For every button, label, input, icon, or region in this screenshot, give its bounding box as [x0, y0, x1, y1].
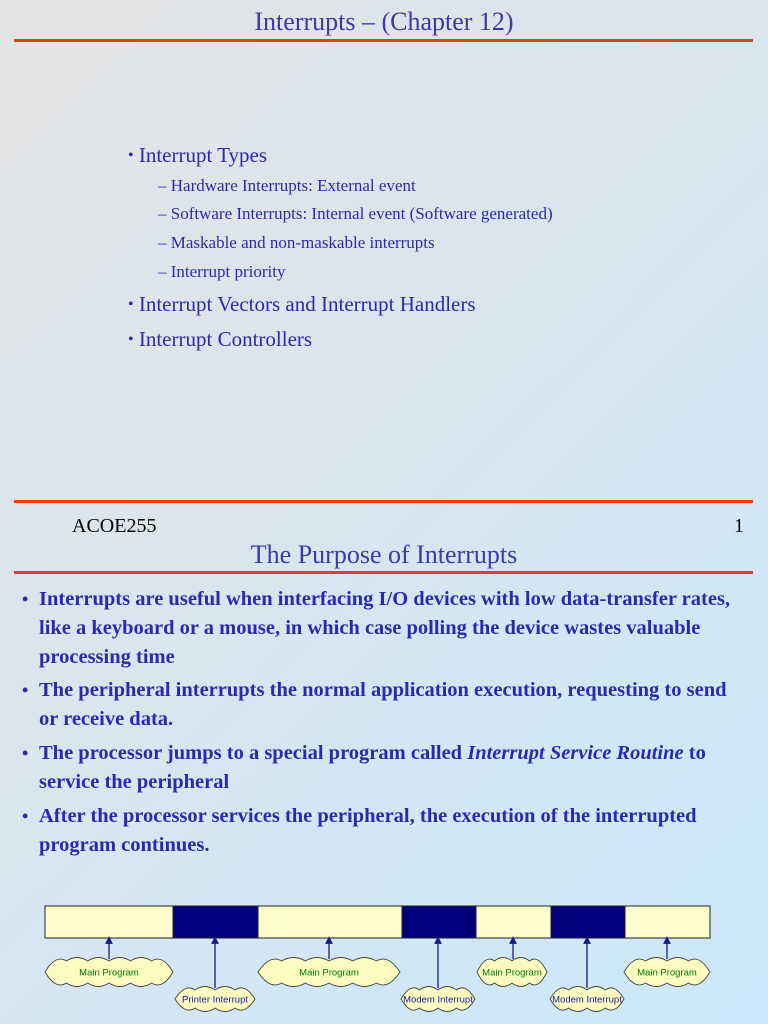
page-number: 1: [734, 515, 744, 537]
bullet-dot: •: [22, 680, 29, 700]
title-rule: [14, 39, 753, 42]
bullet-label: Interrupt Types: [138, 143, 268, 167]
main-program-callout: [624, 958, 710, 987]
main-program-label: Main Program: [79, 967, 139, 979]
isr-term: Interrupt Service Routine: [467, 742, 684, 764]
slide-2-title: The Purpose of Interrupts: [250, 540, 518, 569]
slide-1-title: Interrupts – (Chapter 12): [254, 7, 514, 36]
main-program-callout: [477, 958, 547, 987]
timeline-segment-interrupt: [402, 906, 476, 938]
interrupt-label: Modem Interrupt: [403, 994, 473, 1006]
timeline-bar: [45, 906, 710, 938]
bullet-text: The peripheral interrupts the normal application execution, requesting to send or receive data.: [39, 679, 727, 730]
bullet-interrupt-types: [128, 143, 267, 168]
main-program-label: Main Program: [637, 967, 697, 979]
main-program-label: Main Program: [482, 967, 542, 979]
bullet-dot: •: [128, 147, 134, 164]
bullet-interrupt-controllers: [128, 327, 312, 352]
bullet-text-tail: to service the peripheral: [39, 742, 706, 793]
sub-bullet: – Interrupt priority: [158, 262, 286, 281]
course-code: ACOE255: [72, 515, 157, 537]
interrupt-callout: [401, 987, 475, 1012]
interrupt-callout: [550, 987, 624, 1012]
sub-bullet: – Software Interrupts: Internal event (Software generated): [158, 204, 553, 223]
main-program-callout: [45, 958, 173, 987]
interrupt-timeline-diagram: [0, 530, 768, 1024]
bullet-dot: •: [22, 743, 29, 763]
bullet-dot: •: [22, 589, 29, 609]
sub-bullet-label: Hardware Interrupts: External event: [170, 176, 416, 195]
bullet-label: Interrupt Vectors and Interrupt Handlers: [138, 292, 476, 316]
bullet-text: Interrupts are useful when interfacing I/O devices with low data-transfer rates, like a keyboard or a mouse, in which case polling the device wastes valuable processing time: [39, 588, 731, 668]
timeline-segment-main: [476, 906, 551, 938]
bullet-dot: •: [22, 806, 29, 826]
timeline-labels: [45, 958, 710, 1012]
bullet-interrupt-vectors: [128, 292, 476, 317]
sub-bullet-label: Maskable and non-maskable interrupts: [170, 233, 435, 252]
bullet-label: Interrupt Controllers: [138, 327, 313, 351]
sub-bullet: – Hardware Interrupts: External event: [158, 176, 416, 195]
bullet-dot: •: [128, 331, 134, 348]
timeline-segment-interrupt: [173, 906, 258, 938]
bullet-text-lead: The processor jumps to a special program called: [39, 742, 468, 764]
slide-2: [0, 530, 768, 1024]
bullet-text: After the processor services the peripheral, the execution of the interrupted program continues.: [39, 805, 697, 856]
sub-bullet-label: Interrupt priority: [170, 262, 286, 281]
sub-bullet-label: Software Interrupts: Internal event (Software generated): [170, 204, 553, 223]
timeline-segment-main: [625, 906, 710, 938]
bullet-dot: •: [128, 296, 134, 313]
timeline-segment-main: [258, 906, 402, 938]
interrupt-label: Modem Interrupt: [552, 994, 622, 1006]
main-program-callout: [258, 958, 400, 987]
interrupt-label: Printer Interrupt: [182, 994, 248, 1006]
interrupt-callout: [175, 987, 255, 1012]
timeline-segment-main: [45, 906, 173, 938]
timeline-segment-interrupt: [551, 906, 625, 938]
footer-rule: [14, 500, 753, 503]
sub-bullet: – Maskable and non-maskable interrupts: [158, 233, 435, 252]
main-program-label: Main Program: [299, 967, 359, 979]
